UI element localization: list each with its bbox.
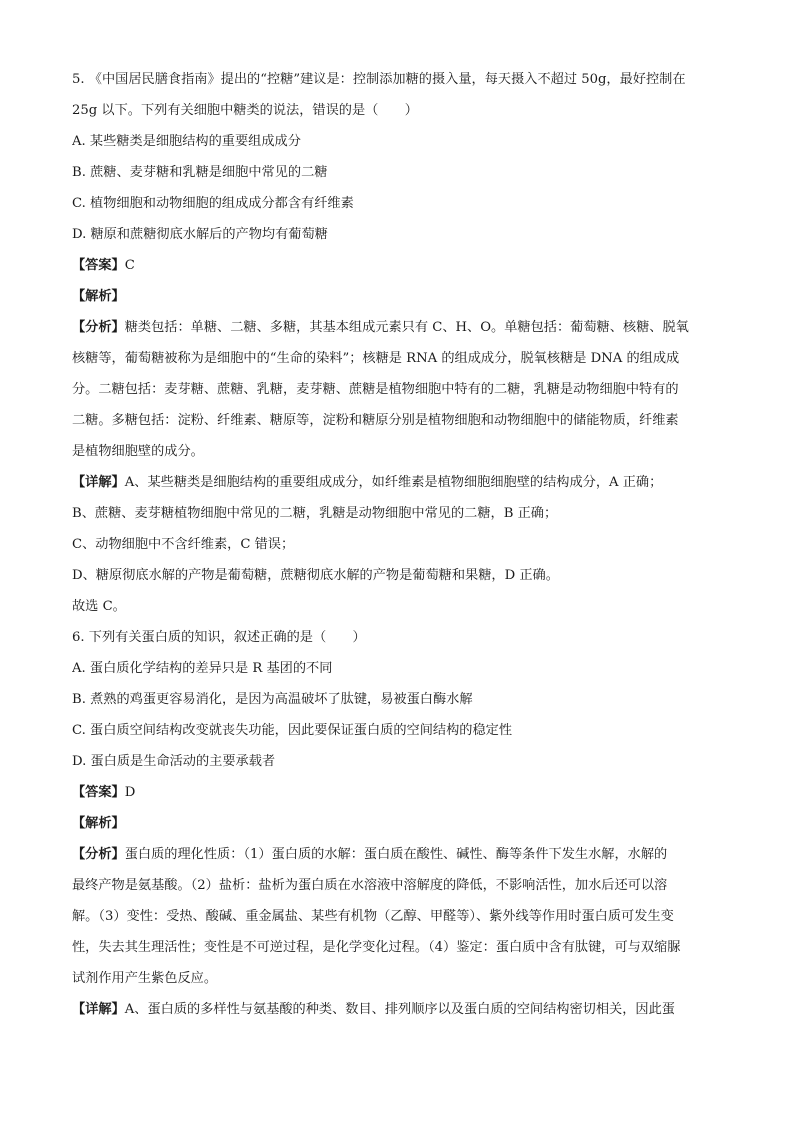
section-tag: 【详解】 [72,475,125,490]
text-line [72,498,722,529]
line-text: 最终产物是氨基酸。（2）盐析：盐析为蛋白质在水溶液中溶解度的降低，不影响活性，加水后还可以溶 [72,878,668,893]
line-text: 分。二糖包括：麦芽糖、蔗糖、乳糖，麦芽糖、蔗糖是植物细胞中特有的二糖，乳糖是动物细胞中特有的 [72,382,679,397]
section-tag: 【分析】 [72,847,125,862]
text-line [72,777,722,808]
text-line [72,746,722,777]
section-tag: 【答案】 [72,258,125,273]
line-text: C. 植物细胞和动物细胞的组成成分都含有纤维素 [72,196,354,211]
text-line [72,901,722,932]
text-line [72,467,722,498]
line-text: 核糖等，葡萄糖被称为是细胞中的“生命的染料”；核糖是 RNA 的组成成分，脱氧核糖是 DNA 的组成成 [72,351,680,366]
document-page [72,64,722,1025]
line-text: A. 蛋白质化学结构的差异只是 R 基团的不同 [72,661,333,676]
text-line [72,188,722,219]
line-text: D [124,785,136,800]
text-line [72,64,722,95]
text-line [72,684,722,715]
line-text: B. 蔗糖、麦芽糖和乳糖是细胞中常见的二糖 [72,165,328,180]
line-text: A、蛋白质的多样性与氨基酸的种类、数目、排列顺序以及蛋白质的空间结构密切相关，因此蛋 [124,1002,675,1017]
text-line [72,932,722,963]
line-text: 糖类包括：单糖、二糖、多糖，其基本组成元素只有 C、H、O。单糖包括：葡萄糖、核糖、脱氧 [124,320,689,335]
line-text: 二糖。多糖包括：淀粉、纤维素、糖原等，淀粉和糖原分别是植物细胞和动物细胞中的储能物质，纤维素 [72,413,679,428]
text-line [72,560,722,591]
text-line [72,374,722,405]
text-line [72,281,722,312]
text-line [72,529,722,560]
line-text: 蛋白质的理化性质：（1）蛋白质的水解：蛋白质在酸性、碱性、酶等条件下发生水解，水解的 [124,847,668,862]
line-text: B、蔗糖、麦芽糖植物细胞中常见的二糖，乳糖是动物细胞中常见的二糖，B 正确； [72,506,558,521]
text-line [72,343,722,374]
line-text: B. 煮熟的鸡蛋更容易消化，是因为高温破坏了肽键，易被蛋白酶水解 [72,692,473,707]
text-line [72,312,722,343]
line-text: 是植物细胞壁的成分。 [72,444,204,459]
text-line [72,994,722,1025]
text-line [72,219,722,250]
section-tag: 【解析】 [72,816,125,831]
line-text: 性，失去其生理活性；变性是不可逆过程，是化学变化过程。（4）鉴定：蛋白质中含有肽键，可与双缩脲 [72,940,681,955]
line-text: 故选 C。 [72,599,126,614]
section-tag: 【答案】 [72,785,125,800]
text-line [72,870,722,901]
section-tag: 【分析】 [72,320,125,335]
line-text: D. 糖原和蔗糖彻底水解后的产物均有葡萄糖 [72,227,328,242]
line-text: C、动物细胞中不含纤维素，C 错误； [72,537,295,552]
line-text: 6. 下列有关蛋白质的知识，叙述正确的是（ ） [72,630,366,645]
line-text: A、某些糖类是细胞结构的重要组成成分，如纤维素是植物细胞细胞壁的结构成分，A 正确； [124,475,663,490]
line-text: D. 蛋白质是生命活动的主要承载者 [72,754,276,769]
line-text: D、糖原彻底水解的产物是葡萄糖，蔗糖彻底水解的产物是葡萄糖和果糖，D 正确。 [72,568,559,583]
text-line [72,157,722,188]
text-line [72,95,722,126]
text-line [72,436,722,467]
text-line [72,653,722,684]
line-text: 试剂作用产生紫色反应。 [72,971,218,986]
line-text: 5. 《中国居民膳食指南》提出的“控糖”建议是：控制添加糖的摄入量，每天摄入不超过 50g，最好控制在 [72,72,686,87]
line-text: 25g 以下。下列有关细胞中糖类的说法，错误的是（ ） [72,103,418,118]
text-line [72,591,722,622]
line-text: 解。（3）变性：受热、酸碱、重金属盐、某些有机物（乙醇、甲醛等）、紫外线等作用时蛋白质可发生变 [72,909,674,924]
text-line [72,405,722,436]
text-line [72,963,722,994]
text-line [72,126,722,157]
section-tag: 【详解】 [72,1002,125,1017]
text-line [72,839,722,870]
text-line [72,250,722,281]
line-text: C [124,258,135,273]
text-line [72,808,722,839]
text-line [72,622,722,653]
section-tag: 【解析】 [72,289,125,304]
text-line [72,715,722,746]
line-text: C. 蛋白质空间结构改变就丧失功能，因此要保证蛋白质的空间结构的稳定性 [72,723,513,738]
line-text: A. 某些糖类是细胞结构的重要组成成分 [72,134,301,149]
